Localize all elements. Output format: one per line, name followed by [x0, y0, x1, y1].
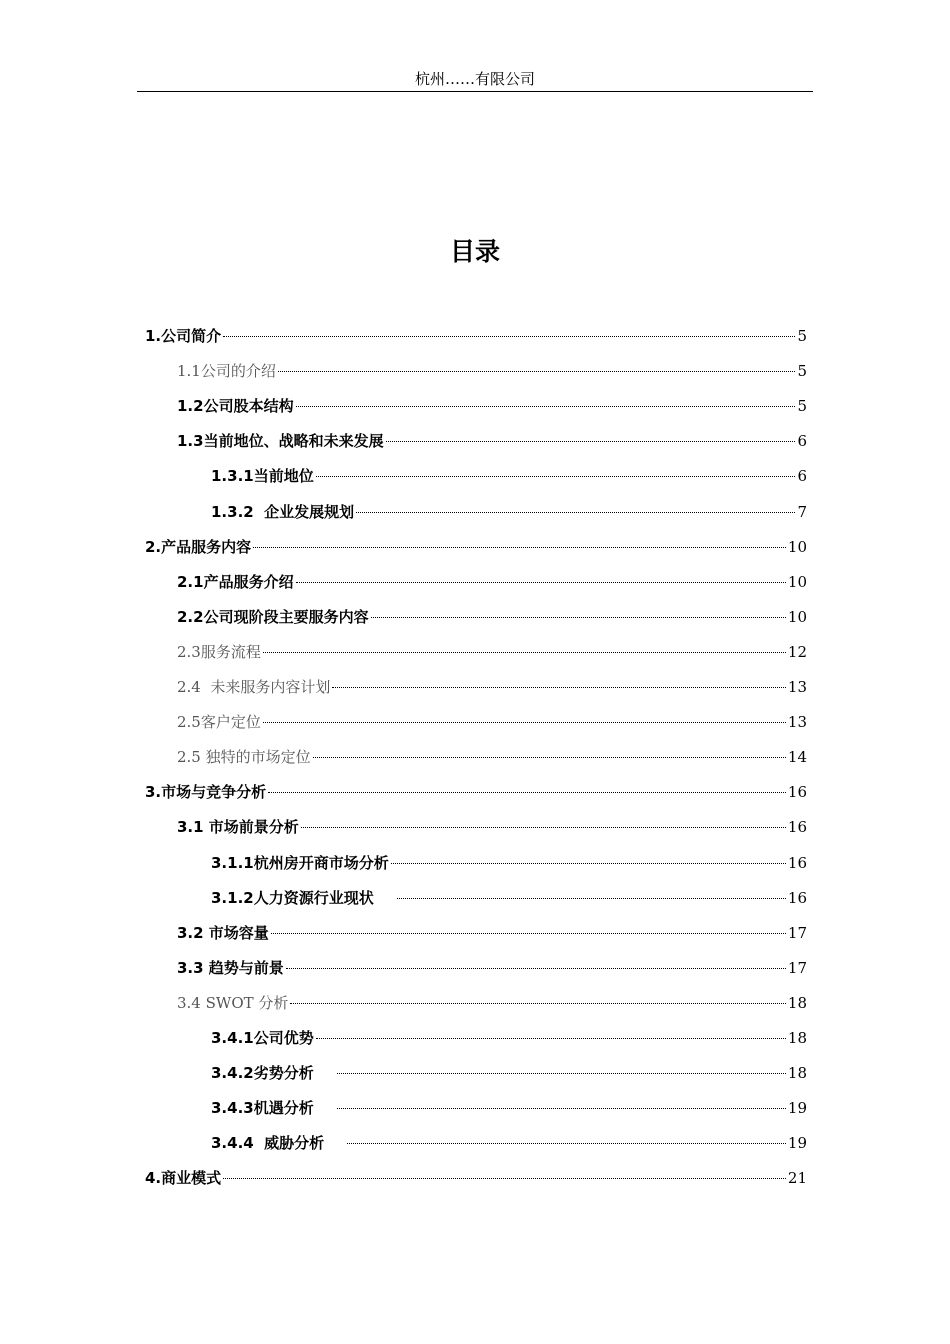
toc-entry[interactable]	[211, 1027, 807, 1049]
dot-leader	[263, 652, 786, 653]
toc-entry[interactable]	[177, 360, 807, 382]
toc-entry[interactable]	[211, 1132, 807, 1154]
toc-entry-label: 3.1 市场前景分析	[177, 818, 299, 836]
dot-leader	[356, 512, 795, 513]
toc-entry-page-number: 10	[787, 573, 807, 591]
dot-leader	[391, 863, 786, 864]
toc-entry[interactable]	[177, 711, 807, 733]
dot-leader	[296, 582, 786, 583]
toc-entry[interactable]	[177, 606, 807, 628]
dot-leader	[337, 1073, 786, 1074]
toc-entry[interactable]	[211, 1097, 807, 1119]
toc-entry[interactable]	[145, 781, 807, 803]
toc-entry-page-number: 16	[787, 783, 807, 801]
toc-entry[interactable]	[145, 1167, 807, 1189]
toc-entry[interactable]	[211, 1062, 807, 1084]
toc-entry[interactable]	[145, 325, 807, 347]
dot-leader	[347, 1143, 786, 1144]
toc-entry-page-number: 13	[787, 678, 807, 696]
dot-leader	[290, 1003, 786, 1004]
toc-entry-label: 3.4 SWOT 分析	[177, 994, 289, 1012]
toc-entry-label: 2.2公司现阶段主要服务内容	[177, 608, 369, 626]
toc-entry-label: 4.商业模式	[145, 1169, 222, 1187]
toc-entry-page-number: 10	[787, 538, 807, 556]
toc-entry-page-number: 16	[787, 889, 807, 907]
toc-entry-label: 3.2 市场容量	[177, 924, 269, 942]
toc-entry-label: 3.3 趋势与前景	[177, 959, 284, 977]
toc-entry[interactable]	[211, 887, 807, 909]
toc-entry-page-number: 6	[797, 467, 807, 485]
toc-entry-label: 2.3服务流程	[177, 643, 261, 661]
toc-entry[interactable]	[177, 676, 807, 698]
toc-entry-label: 2.产品服务内容	[145, 538, 252, 556]
toc-entry-label: 1.1公司的介绍	[177, 362, 276, 380]
toc-entry-label: 3.4.4 威胁分析	[211, 1134, 346, 1152]
dot-leader	[223, 1178, 786, 1179]
toc-entry-page-number: 21	[787, 1169, 807, 1187]
toc-entry-label: 1.3当前地位、战略和未来发展	[177, 432, 384, 450]
toc-entry-page-number: 14	[787, 748, 807, 766]
toc-entry-page-number: 13	[787, 713, 807, 731]
toc-entry[interactable]	[177, 816, 807, 838]
toc-entry-page-number: 10	[787, 608, 807, 626]
dot-leader	[313, 757, 786, 758]
toc-entry[interactable]	[177, 922, 807, 944]
dot-leader	[386, 441, 796, 442]
dot-leader	[278, 371, 796, 372]
toc-entry[interactable]	[177, 395, 807, 417]
dot-leader	[296, 406, 796, 407]
toc-entry[interactable]	[177, 992, 807, 1014]
toc-entry[interactable]	[145, 536, 807, 558]
toc-entry[interactable]	[177, 957, 807, 979]
toc-entry[interactable]	[177, 641, 807, 663]
toc-entry-label: 3.市场与竞争分析	[145, 783, 267, 801]
toc-entry-label: 1.公司简介	[145, 327, 222, 345]
toc-entry-page-number: 18	[787, 994, 807, 1012]
toc-entry-label: 2.4 未来服务内容计划	[177, 678, 331, 696]
toc-entry-page-number: 5	[797, 397, 807, 415]
toc-entry-page-number: 7	[797, 503, 807, 521]
toc-entry-page-number: 12	[787, 643, 807, 661]
dot-leader	[397, 898, 786, 899]
toc-entry-label: 1.3.1当前地位	[211, 467, 314, 485]
dot-leader	[268, 792, 786, 793]
toc-entry-page-number: 16	[787, 818, 807, 836]
toc-entry[interactable]	[211, 501, 807, 523]
toc-entry-label: 3.4.1公司优势	[211, 1029, 314, 1047]
toc-entry-page-number: 19	[787, 1134, 807, 1152]
dot-leader	[301, 827, 786, 828]
toc-entry[interactable]	[211, 465, 807, 487]
toc-entry-page-number: 19	[787, 1099, 807, 1117]
toc-entry-label: 1.2公司股本结构	[177, 397, 294, 415]
toc-entry-label: 2.5 独特的市场定位	[177, 748, 311, 766]
toc-entry-page-number: 18	[787, 1064, 807, 1082]
dot-leader	[316, 476, 796, 477]
toc-entry-label: 3.4.3机遇分析	[211, 1099, 335, 1117]
dot-leader	[371, 617, 786, 618]
dot-leader	[271, 933, 786, 934]
dot-leader	[332, 687, 786, 688]
dot-leader	[263, 722, 786, 723]
toc-entry-label: 3.1.1杭州房开商市场分析	[211, 854, 389, 872]
toc-entry-page-number: 5	[797, 362, 807, 380]
toc-entry-page-number: 5	[797, 327, 807, 345]
page-title: 目录	[449, 237, 500, 266]
dot-leader	[223, 336, 795, 337]
toc-entry-page-number: 17	[787, 924, 807, 942]
dot-leader	[286, 968, 786, 969]
dot-leader	[253, 547, 786, 548]
toc-entry-page-number: 18	[787, 1029, 807, 1047]
toc-entry-page-number: 17	[787, 959, 807, 977]
toc-entry-label: 3.1.2人力资源行业现状	[211, 889, 395, 907]
toc-entry[interactable]	[211, 852, 807, 874]
toc-entry-page-number: 16	[787, 854, 807, 872]
toc-entry-label: 2.5客户定位	[177, 713, 261, 731]
toc-entry-label: 2.1产品服务介绍	[177, 573, 294, 591]
toc-entry[interactable]	[177, 430, 807, 452]
dot-leader	[316, 1038, 786, 1039]
toc-entry-page-number: 6	[797, 432, 807, 450]
page-header: 杭州……有限公司	[137, 68, 813, 92]
toc-entry[interactable]	[177, 571, 807, 593]
toc-entry[interactable]	[177, 746, 807, 768]
toc-entry-label: 3.4.2劣势分析	[211, 1064, 335, 1082]
dot-leader	[337, 1108, 786, 1109]
toc-entry-label: 1.3.2 企业发展规划	[211, 503, 355, 521]
